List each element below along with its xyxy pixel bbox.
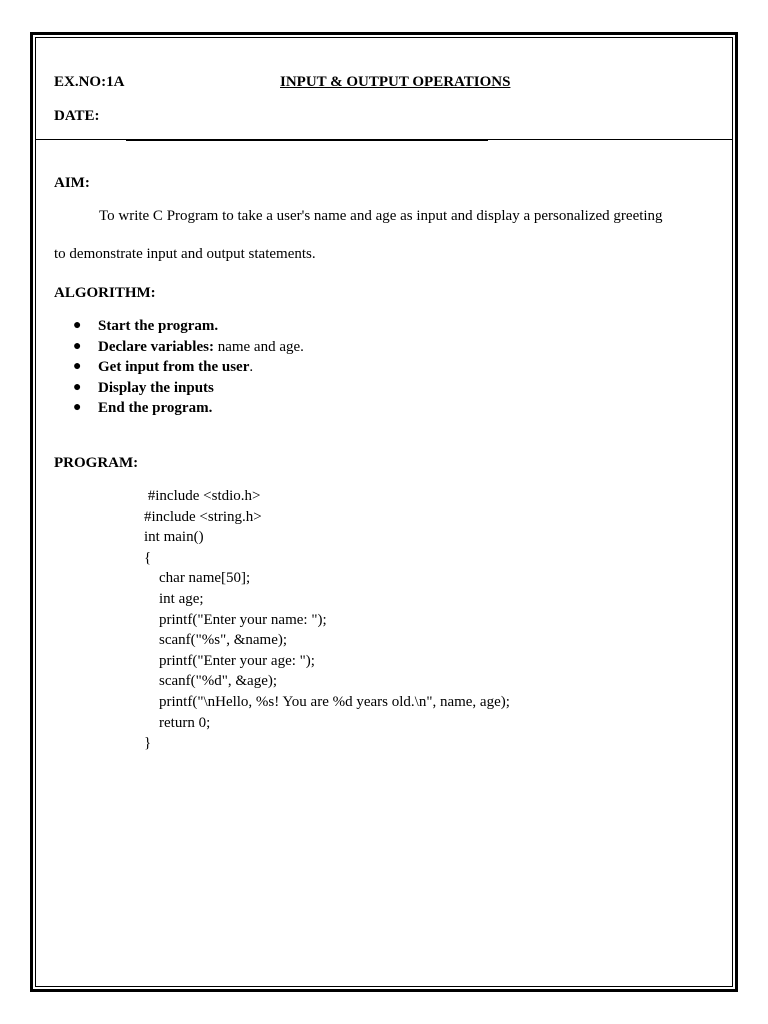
aim-text-line2: to demonstrate input and output statements.	[54, 246, 316, 262]
code-line: scanf("%s", &name);	[144, 632, 288, 649]
bullet-icon: ●	[73, 359, 82, 374]
exercise-number: EX.NO:1A	[54, 74, 125, 90]
code-line: printf("Enter your age: ");	[144, 652, 315, 669]
code-line: #include <string.h>	[144, 508, 262, 525]
code-line: char name[50];	[144, 570, 251, 587]
code-line: printf("\nHello, %s! You are %d years old.\n", name, age);	[144, 693, 510, 710]
code-line: printf("Enter your name: ");	[144, 611, 327, 628]
header-divider-segment	[126, 140, 488, 141]
algorithm-step: ● Declare variables: name and age.	[98, 337, 304, 358]
program-heading: PROGRAM:	[54, 455, 139, 471]
bullet-icon: ●	[73, 400, 82, 415]
code-line: return 0;	[144, 714, 211, 731]
code-line: {	[144, 549, 152, 566]
aim-text-line1: To write C Program to take a user's name and age as input and display a personalized greeting	[99, 208, 663, 224]
code-line: #include <stdio.h>	[144, 488, 261, 504]
bullet-icon: ●	[73, 379, 82, 395]
code-line: }	[144, 735, 152, 752]
algorithm-step: ● Start the program.	[98, 316, 304, 337]
algorithm-step: ● End the program.	[98, 398, 304, 419]
code-line: int age;	[144, 590, 204, 607]
program-code-block	[144, 486, 510, 754]
algorithm-step: ● Get input from the user.	[98, 357, 304, 378]
algorithm-heading: ALGORITHM:	[54, 285, 156, 301]
code-line: scanf("%d", &age);	[144, 673, 278, 690]
page-title: INPUT & OUTPUT OPERATIONS	[280, 74, 511, 90]
bullet-icon: ●	[73, 338, 82, 354]
algorithm-step: ● Display the inputs	[98, 378, 304, 399]
aim-heading: AIM:	[54, 175, 90, 191]
code-line: int main()	[144, 529, 204, 546]
date-label: DATE:	[54, 108, 100, 124]
bullet-icon: ●	[73, 318, 82, 333]
algorithm-list	[54, 316, 304, 419]
